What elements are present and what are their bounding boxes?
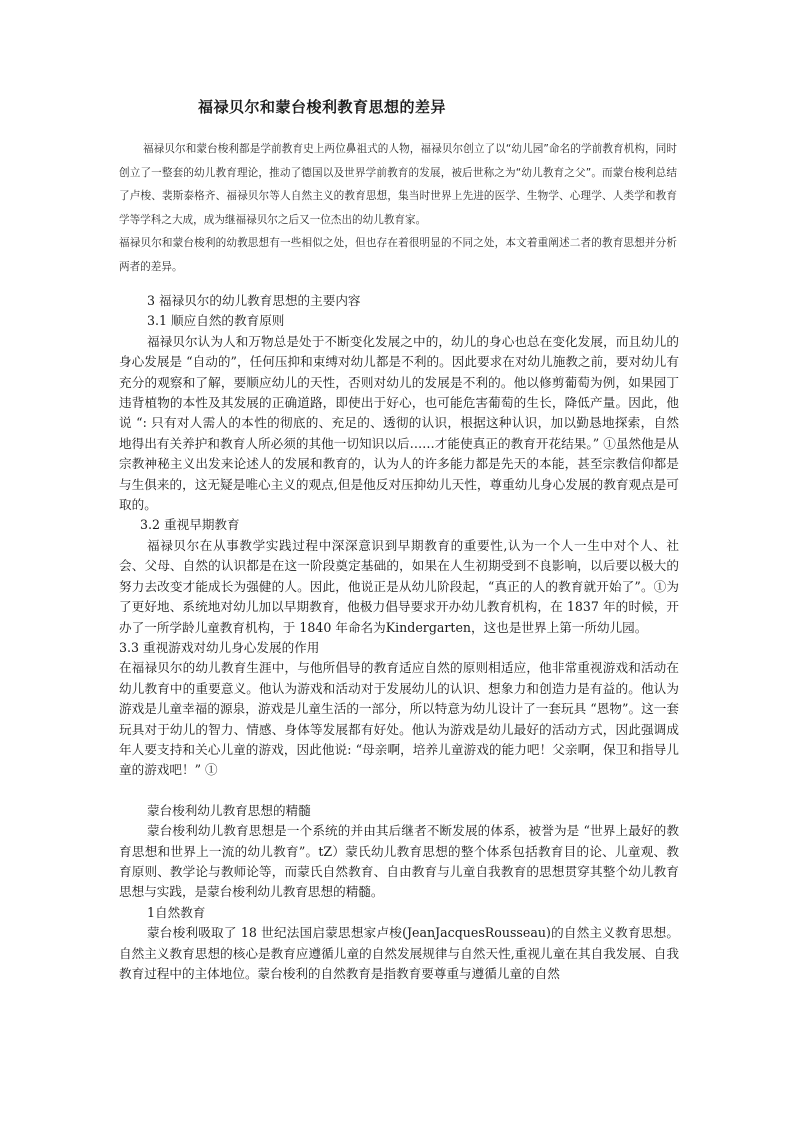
subsection-heading: 3.3 重视游戏对幼儿身心发展的作用 [119, 639, 320, 655]
abstract-paragraph: 福禄贝尔和蒙台梭利都是学前教育史上两位鼻祖式的人物，福禄贝尔创立了以“幼儿园”命名的学前教育机构，同时创立了一整套的幼儿教育理论，推动了德国以及世界学前教育的发展，被后世称之为“幼儿教育之父”。而蒙台梭利总结了卢梭、裴斯泰格齐、福禄贝尔等人自然主义的教育思想，集当时世界上先进的医学、生物学、心理学、人类学和教育学等学科之大成，成为继福禄贝尔之后又一位杰出的幼儿教育家。 [119, 143, 677, 226]
abstract-paragraph: 福禄贝尔和蒙台梭利的幼教思想有一些相似之处，但也存在着很明显的不同之处，本文着重阐述二者的教育思想并分析两者的差异。 [119, 237, 677, 273]
body-paragraph: 福禄贝尔在从事教学实践过程中深深意识到早期教育的重要性,认为一个人一生中对个人、社会、父母、自然的认识都是在这一阶段奠定基础的，如果在人生初期受到不良影响，以后要以极大的努力去改变才能成长为强健的人。因此，他说正是从幼儿阶段起，“真正的人的教育就开始了”。①为了更好地、系统地对幼儿加以早期教育，他极力倡导要求开办幼儿教育机构，在 1837 年的时候，开办了一所学龄儿童教育机构，于 1840 年命名为Kindergarten，这也是世界上第一所幼儿园。 [119, 537, 679, 635]
body-paragraph: 在福禄贝尔的幼儿教育生涯中，与他所倡导的教育适应自然的原则相适应，他非常重视游戏和活动在幼儿教育中的重要意义。他认为游戏和活动对于发展幼儿的认识、想象力和创造力是有益的。他认为游戏是儿童幸福的源泉，游戏是儿童生活的一部分，所以特意为幼儿设计了一套玩具 “恩物”。这一套玩具对于幼儿的智力、情感、身体等发展都有好处。他认为游戏是幼儿最好的活动方式，因此强调成年人要支持和关心儿童的游戏，因此他说: “母亲啊，培养儿童游戏的能力吧！父亲啊，保卫和指导儿童的游戏吧！” ① [119, 660, 679, 778]
body-paragraph: 福禄贝尔认为人和万物总是处于不断变化发展之中的，幼儿的身心也总在变化发展，而且幼儿的身心发展是 “自动的”，任何压抑和束缚对幼儿都是不利的。因此要求在对幼儿施教之前，要对幼儿有充分的观察和了解，要顺应幼儿的天性，否则对幼儿的发展是不利的。他以修剪葡萄为例，如果园丁违背植物的本性及其发展的正确道路，即使出于好心，也可能危害葡萄的生长，降低产量。因此，他说 “: 只有对人需人的本性的彻底的、充足的、透彻的认识，根据这种认识，加以勤恳地探索，自然地得出有关养护和教育人所必须的其他一切知识以后……才能使真正的教育开花结果。” ①虽然他是从宗教神秘主义出发来论述人的发展和教育的，认为人的许多能力都是先天的本能，甚至宗教信仰都是与生俱来的，这无疑是唯心主义的观点,但是他反对压抑幼儿天性，尊重幼儿身心发展的教育观点是可取的。 [119, 333, 679, 513]
body-paragraph: 蒙台梭利幼儿教育思想是一个系统的并由其后继者不断发展的体系，被誉为是 “世界上最好的教育思想和世界上一流的幼儿教育”。tZ）蒙氏幼儿教育思想的整个体系包括教育目的论、儿童观、教育原则、教学论与教师论等，而蒙氏自然教育、自由教育与儿童自我教育的思想贯穿其整个幼儿教育思想与实践，是蒙台梭利幼儿教育思想的精髓。 [119, 823, 679, 900]
subsection-heading: 3.2 重视早期教育 [140, 517, 240, 533]
abstract [119, 138, 677, 279]
section-heading: 3 福禄贝尔的幼儿教育思想的主要内容 [147, 293, 361, 308]
subsection-heading: 1自然教育 [147, 904, 206, 920]
spacer [119, 781, 679, 801]
document-title: 福禄贝尔和蒙台梭利教育思想的差异 [198, 98, 447, 116]
subsection-heading: 3.1 顺应自然的教育原则 [147, 313, 285, 329]
section-heading: 蒙台梭利幼儿教育思想的精髓 [147, 802, 311, 818]
document-body [119, 291, 679, 984]
body-paragraph: 蒙台梭利吸取了 18 世纪法国启蒙思想家卢梭(JeanJacquesRousseau)的自然主义教育思想。自然主义教育思想的核心是教育应遵循儿童的自然发展规律与自然天性,重视儿童在其自我发展、自我教育过程中的主体地位。蒙台梭利的自然教育是指教育要尊重与遵循儿童的自然 [119, 925, 679, 981]
